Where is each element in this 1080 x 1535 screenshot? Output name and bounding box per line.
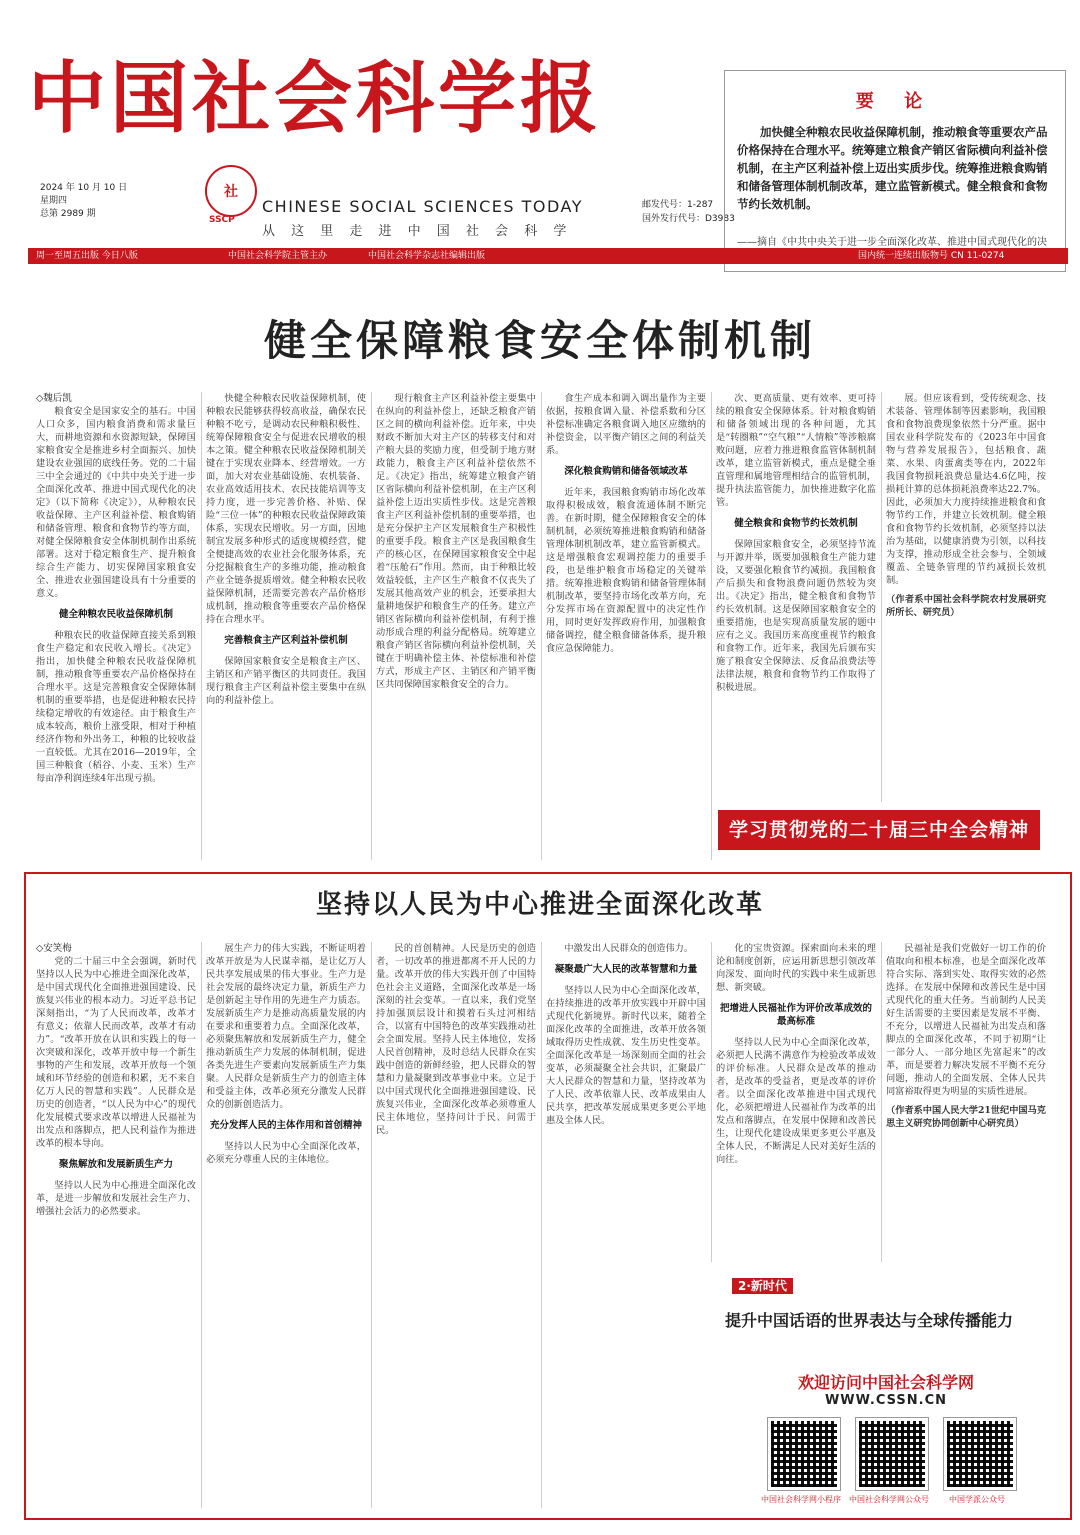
article1-subhead2: 完善粮食主产区利益补偿机制	[224, 635, 348, 646]
article2-subhead3: 凝聚最广大人民的改革智慧和力量	[554, 964, 698, 975]
column-rule	[371, 942, 372, 1508]
postal-codes	[642, 198, 735, 226]
article1-col6	[886, 392, 1046, 802]
newspaper-title: 中国社会科学报	[28, 53, 603, 144]
promo-headline[interactable]: 提升中国话语的世界表达与全球传播能力	[725, 1311, 1014, 1330]
bar-left: 周一至周五出版 今日八版	[36, 251, 138, 261]
article1-col4	[546, 392, 706, 860]
article1-para9: 保障国家粮食安全，必须坚持节流与开源并举，既要加强粮食生产能力建设，又要强化粮食节约减损。我国粮食产后损失和食物浪费问题仍然较为突出。《决定》指出，健全粮食和食物节约长效机制。这是保障国家粮食安全的重要措施，也是实现高质量发展的题中应有之义。我国历来高度重视节约粮食和食物工作。近年来，我国先后颁布实施了粮食安全保障法、反食品浪费法等法律法规，粮食和食物节约工作取得了积极进展。	[716, 539, 876, 693]
article1-col1	[36, 392, 196, 860]
column-rule	[541, 942, 542, 1508]
article2-para4: 坚持以人民为中心全面深化改革，必须充分尊重人民的主体地位。	[206, 1141, 366, 1165]
qr-caption-3: 中国学派公众号	[949, 1495, 1005, 1504]
article1-headline: 健全保障粮食安全体制机制	[263, 316, 816, 365]
article2-subhead4: 把增进人民福祉作为评价改革成效的最高标准	[719, 1003, 872, 1027]
article2-col3	[376, 942, 536, 1508]
column-rule	[881, 942, 882, 1262]
article1-para10: 展。但应该看到，受传统观念、技术装备、管理体制等因素影响，我国粮食和食物浪费现象依然十分严重。据中国农业科学院发布的《2023年中国食物与营养发展报告》，包括粮食、蔬菜、水果、肉蛋禽类等在内，2022年我国食物损耗浪费总量达4.6亿吨，按损耗计算的总体损耗浪费率达22.7%。因此，必须加大力度持续推进粮食和食物节约工作，并建立长效机制。健全粮食和食物节约长效机制，必须坚持以法治为基础，以健康消费为引领，以科技为支撑，推动形成全社会参与、全领域覆盖、全链条管理的节约减损长效机制。	[886, 393, 1046, 586]
article1-subhead1: 健全种粮农民收益保障机制	[58, 609, 173, 620]
article2-author: ◇安笑梅	[36, 943, 72, 954]
article1-para5: 现行粮食主产区利益补偿主要集中在纵向的利益补偿上，还缺乏粮食产销区之间的横向利益补偿。近年来，中央财政不断加大对主产区的转移支付和对产粮大县的奖励力度，但受制于地方财政能力，粮食主产区利益补偿依然不足。《决定》指出，统筹建立粮食产销区省际横向利益补偿机制，在主产区利益补偿上迈出实质性步伐。这是完善粮食主产区利益补偿机制的重要举措，也是充分保护主产区发展粮食生产积极性的重要手段。粮食主产区是我国粮食生产的核心区，在保障国家粮食安全中起着“压舱石”作用。然而，由于种粮比较效益较低，主产区生产粮食不仅丧失了发展其他高效产业的机会，还要承担大量耕地保护和粮食生产的任务。建立产销区省际横向利益补偿机制，有利于推动形成合理的利益分配格局。统筹建立粮食产销区省际横向利益补偿机制，关键在于明确补偿主体、补偿标准和补偿方式，形成主产区、主销区和产销平衡区共同保障国家粮食安全的合力。	[376, 393, 536, 690]
slogan: 从 这 里 走 进 中 国 社 会 科 学	[262, 224, 573, 239]
article2-para6: 中激发出人民群众的创造伟力。	[564, 943, 694, 954]
article2-headline: 坚持以人民为中心推进全面深化改革	[315, 890, 764, 920]
article2-subhead1: 聚焦解放和发展新质生产力	[58, 1159, 173, 1170]
article1-col2	[206, 392, 366, 860]
logo-label: SSCP	[209, 215, 235, 225]
article1-para3: 快健全种粮农民收益保障机制，使种粮农民能够获得较高收益，确保农民种粮不吃亏，是调动农民种粮积极性、统筹保障粮食安全与促进农民增收的根本之策。健全种粮农民收益保障机制关键在于实现农业降本、经营增效。一方面，加大对农业基础设施、农机装备、农业高效适用技术、农民技能培训等支持力度，进一步完善价格、补贴、保险“三位一体”的种粮农民收益保障政策体系，实现农民增收。另一方面，因地制宜发展多种形式的适度规模经营，健全便捷高效的农业社会化服务体系，充分挖掘粮食生产的多维功能，推动粮食产业全链条提质增效。健全种粮农民收益保障机制，还需要完善农产品价格形成机制，推动粮食等重要农产品价格保持在合理水平。	[206, 393, 366, 625]
issue-date: 2024 年 10 月 10 日	[40, 183, 128, 193]
key-quote-source: ——摘自《中共中央关于进一步全面深化改革、推进中国式现代化的决	[737, 237, 1047, 248]
intl-code: 国外发行代号：D3983	[642, 214, 735, 224]
publication-bar	[28, 248, 1068, 264]
article2-para5: 民的首创精神。人民是历史的创造者，一切改革的推进都离不开人民的力量。改革开放的伟大实践开创了中国特色社会主义道路，全面深化改革是一场深刻的社会变革。一直以来，我们党坚持加强顶层设计和摸着石头过河相结合，以富有中国特色的改革实践推动社会全面发展。坚持人民主体地位，发扬人民首创精神，及时总结人民群众在实践中创造的新鲜经验，把人民群众的智慧和力量凝聚到改革事业中来。立足于以中国式现代化全面推进强国建设、民族复兴伟业，全面深化改革必须尊重人民主体地位，坚持问计于民、问需于民。	[376, 943, 536, 1136]
article1-para1: 粮食安全是国家安全的基石。中国人口众多，国内粮食消费和需求量巨大，而耕地资源和水资源短缺，保障国家粮食安全是推进乡村全面振兴、加快建设农业强国的底线任务。党的二十届三中全会通过的《中共中央关于进一步全面深化改革、推进中国式现代化的决定》（以下简称《决定》），从种粮农民收益保障、主产区利益补偿、粮食购销和储备管理、粮食和食物节约等方面，对健全保障粮食安全体制机制作出系统部署。这对于稳定粮食生产、提升粮食综合生产能力、切实保障国家粮食安全、推进农业强国建设具有十分重要的意义。	[36, 406, 196, 599]
article2-col6	[886, 942, 1046, 1262]
article2-para10: 民福祉是我们党做好一切工作的价值取向和根本标准，也是全面深化改革符合实际、落到实处、取得实效的必然选择。在发展中保障和改善民生是中国式现代化的重大任务。当前制约人民美好生活需要的主要因素是发展不平衡、不充分，以增进人民福祉为出发点和落脚点的全面深化改革，不同于初期“让一部分人、一部分地区先富起来”的改革，而是要着力解决发展不平衡不充分问题，推动人的全面发展、全体人民共同富裕取得更为明显的实质性进展。	[886, 943, 1046, 1097]
column-rule	[541, 392, 542, 860]
qr-code-school-account[interactable]	[944, 1418, 1016, 1490]
article1-para4: 保障国家粮食安全是粮食主产区、主销区和产销平衡区的共同责任。我国现行粮食主产区利益补偿主要集中在纵向的利益补偿上。	[206, 656, 366, 706]
article1-byline: （作者系中国社会科学院农村发展研究所所长、研究员）	[886, 594, 1046, 618]
article1-col3	[376, 392, 536, 860]
bar-right: 国内统一连续出版物号 CN 11-0274	[858, 251, 1005, 261]
qr-code-mini-program[interactable]	[768, 1418, 840, 1490]
website-welcome: 欢迎访问中国社会科学网	[797, 1373, 974, 1392]
article1-para8: 次、更高质量、更有效率、更可持续的粮食安全保障体系。针对粮食购销和储备领域出现的各种问题，尤其是“转圈粮”“空气粮”“人情粮”等涉粮腐败问题，应着力推进粮食监管体制机制改革，建立监管新模式，重点是健全垂直管理和属地管理相结合的监管机制，提升执法监管能力，加快推进数字化监管。	[716, 393, 876, 508]
article1-col5	[716, 392, 876, 802]
article2-col2	[206, 942, 366, 1508]
website-url[interactable]: WWW.CSSN.CN	[824, 1393, 948, 1408]
article1-subhead3: 深化粮食购销和储备领域改革	[564, 466, 688, 477]
issue-meta	[40, 182, 127, 221]
issue-weekday: 星期四	[40, 196, 68, 206]
article2-para2: 坚持以人民为中心推进全面深化改革，是进一步解放和发展社会生产力、增强社会活力的必然要求。	[36, 1180, 196, 1217]
issue-number: 总第 2989 期	[40, 209, 96, 219]
key-quote-title: 要 论	[855, 91, 935, 112]
bar-center2: 中国社会科学杂志社编辑出版	[368, 251, 486, 261]
key-quote-body: 加快健全种粮农民收益保障机制，推动粮食等重要农产品价格保持在合理水平。统筹建立粮食产销区省际横向利益补偿机制，在主产区利益补偿上迈出实质步伐。统筹推进粮食购销和储备管理体制机制改革，建立监管新模式。健全粮食和食物节约长效机制。	[737, 125, 1048, 211]
qr-code-official-account[interactable]	[856, 1418, 928, 1490]
plenum-banner: 学习贯彻党的二十届三中全会精神	[718, 810, 1040, 850]
article1-para7: 近年来，我国粮食购销市场化改革取得积极成效，粮食流通体制不断完善。在新时期，健全保障粮食安全的体制机制，必须统筹推进粮食购销和储备管理体制机制改革，建立监管新模式。这是增强粮食宏观调控能力的重要手段，也是维护粮食市场稳定的关键举措。统筹推进粮食购销和储备管理体制机制改革，要坚持市场化改革方向，充分发挥市场在资源配置中的决定性作用，同时更好发挥政府作用，加强粮食储备调控，健全粮食储备体系，提升粮食应急保障能力。	[546, 487, 706, 654]
article2-col4	[546, 942, 706, 1508]
article2-byline: （作者系中国人民大学21世纪中国马克思主义研究协同创新中心研究员）	[886, 1105, 1046, 1129]
article2-para1: 党的二十届三中全会强调，新时代坚持以人民为中心推进全面深化改革，是中国式现代化全面推进强国建设、民族复兴伟业的根本动力。习近平总书记深刻指出，“为了人民而改革，改革才有意义；依靠人民而改革，改革才有动力”。“改革开放在认识和实践上的每一次突破和深化，改革开放中每一个新生事物的产生和发展，改革开放每一个领域和环节经验的创造和积累，无不来自亿万人民的智慧和实践”。人民群众是历史的创造者，“以人民为中心”的现代化发展模式要求改革以增进人民福祉为出发点和落脚点，把人民利益作为推进改革的根本导向。	[36, 956, 196, 1149]
qr-caption-2: 中国社会科学网公众号	[849, 1495, 929, 1504]
key-quote-box	[724, 70, 1066, 272]
article2-para8: 化的宝贵资源。探索面向未来的理论和制度创新，应运用新思想引领改革向深发、面向时代的实践中来生成新思想、新突破。	[716, 943, 876, 993]
postal-code: 邮发代号：1-287	[642, 200, 714, 210]
sscp-logo: 社	[205, 165, 257, 217]
column-rule	[881, 392, 882, 802]
section-tag: 2·新时代	[732, 1278, 793, 1294]
column-rule	[201, 942, 202, 1508]
article2-para7: 坚持以人民为中心全面深化改革，在持续推进的改革开放实践中开辟中国式现代化新境界。新时代以来，随着全面深化改革的全面推进，改革开放各领域取得历史性成就、发生历史性变革。全面深化改革是一场深刻而全面的社会变革，必须凝聚全社会共识，汇聚最广大人民群众的智慧和力量，坚持改革为了人民、改革依靠人民、改革成果由人民共享，把改革发展成果更多更公平地惠及全体人民。	[546, 985, 706, 1126]
article1-para6: 食生产成本和调入调出量作为主要依据，按粮食调入量、补偿系数和分区补偿标准确定各粮食调入地区应缴纳的补偿资金，以平衡产销区之间的利益关系。	[546, 393, 706, 456]
article1-subhead4: 健全粮食和食物节约长效机制	[734, 518, 858, 529]
column-rule	[371, 392, 372, 860]
article1-para2: 种粮农民的收益保障直接关系到粮食生产稳定和农民收入增长。《决定》指出，加快健全种粮农民收益保障机制，推动粮食等重要农产品价格保持在合理水平。这是完善粮食安全保障体制机制的重要举措，也是促进种粮农民持续稳定增收的有效途径。由于粮食生产成本较高，粮价上涨受限，相对于种植经济作物和外出务工，种粮的比较收益一直较低。尤其在2016—2019年，全国三种粮食（稻谷、小麦、玉米）生产每亩净利润连续4年出现亏损。	[36, 630, 196, 784]
english-title: CHINESE SOCIAL SCIENCES TODAY	[262, 197, 583, 216]
article2-para3: 展生产力的伟大实践，不断证明着改革开放是为人民谋幸福，是让亿万人民共享发展成果的伟大事业。生产力是社会发展的最终决定力量，新质生产力是创新起主导作用的先进生产力质态。发展新质生产力是推动高质量发展的内在要求和重要着力点。全面深化改革，必须聚焦解放和发展新质生产力，健全推动新质生产力发展的体制机制，促进各类先进生产要素向发展新质生产力集聚。人民群众是新质生产力的创造主体和受益主体，改革必须充分激发人民群众的创新创造活力。	[206, 943, 366, 1110]
article2-col5	[716, 942, 876, 1262]
qr-caption-1: 中国社会科学网小程序	[761, 1495, 841, 1504]
bar-center1: 中国社会科学院主管主办	[228, 251, 328, 261]
article2-subhead2: 充分发挥人民的主体作用和首创精神	[209, 1120, 362, 1131]
article1-author: ◇魏后凯	[36, 393, 72, 404]
column-rule	[711, 392, 712, 860]
article2-para9: 坚持以人民为中心全面深化改革，必须把人民满不满意作为检验改革成效的评价标准。人民群众是改革的推动者，是改革的受益者，更是改革的评价者。以全面深化改革推进中国式现代化，必须把增进人民福祉作为改革的出发点和落脚点，在发展中保障和改善民生，让现代化建设成果更多更公平惠及全体人民，不断满足人民对美好生活的向往。	[716, 1037, 876, 1165]
column-rule	[711, 942, 712, 1262]
column-rule	[201, 392, 202, 860]
article2-col1	[36, 942, 196, 1508]
